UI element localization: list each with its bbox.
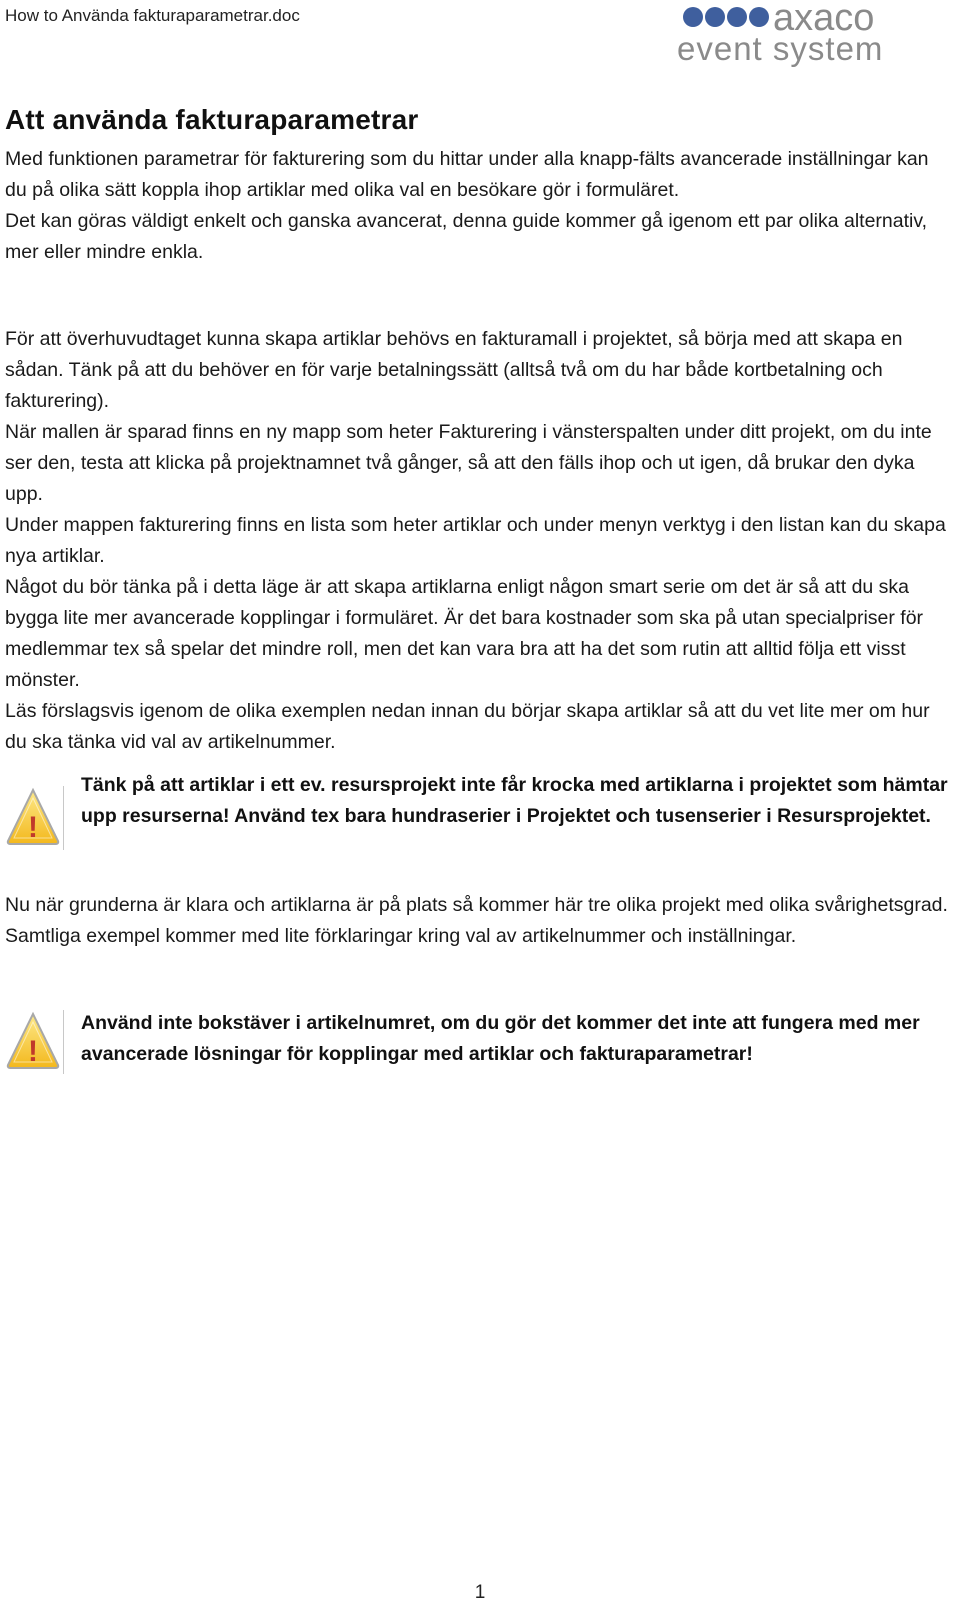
logo-brand-text: axaco (773, 0, 875, 39)
main-section (5, 324, 950, 758)
intro-section (5, 144, 950, 268)
warning-text: Använd inte bokstäver i artikelnumret, om du gör det kommer det inte att fungera med mer avancerade lösningar för kopplingar med artiklar och fakturaparametrar! (81, 1012, 920, 1065)
closing-section (5, 890, 950, 952)
svg-text:!: ! (28, 1035, 38, 1068)
body-paragraph: När mallen är sparad finns en ny mapp som heter Fakturering i vänsterspalten under ditt projekt, om du inte ser den, testa att klicka på projektnamnet två gånger, så att den fälls ihop och ut igen, då brukar den dyka upp. (5, 421, 932, 505)
intro-paragraph: Med funktionen parametrar för fakturering som du hittar under alla knapp-fälts avancerade inställningar kan du på olika sätt koppla ihop artiklar med olika val en besökare gör i formuläret. (5, 148, 929, 201)
logo-dots (683, 7, 769, 27)
body-paragraph: För att överhuvudtaget kunna skapa artiklar behövs en fakturamall i projektet, så börja med att skapa en sådan. Tänk på att du behöver en för varje betalningssätt (alltså två om du har både kortbetalning och fakturering). (5, 328, 903, 412)
warning-divider (63, 1010, 64, 1074)
warning-triangle-icon (5, 786, 61, 848)
page-title: Att använda fakturaparametrar (5, 104, 419, 135)
page-number: 1 (474, 1582, 486, 1603)
closing-paragraph: Nu när grunderna är klara och artiklarna är på plats så kommer här tre olika projekt med olika svårighetsgrad. Samtliga exempel kommer med lite förklaringar kring val av artikelnummer och inställningar. (5, 894, 948, 947)
document-filename: How to Använda fakturaparametrar.doc (5, 6, 300, 25)
warning-text: Tänk på att artiklar i ett ev. resursprojekt inte får krocka med artiklarna i projektet som hämtar upp resurserna! Använd tex bara hundraserier i Projektet och tusenserier i Resursprojektet. (81, 774, 948, 827)
logo-dot-2 (705, 7, 725, 27)
body-paragraph: Läs förslagsvis igenom de olika exemplen nedan innan du börjar skapa artiklar så att du vet lite mer om hur du ska tänka vid val av artikelnummer. (5, 700, 930, 753)
logo-dot-4 (749, 7, 769, 27)
logo-dot-1 (683, 7, 703, 27)
logo-dot-3 (727, 7, 747, 27)
warning-divider (63, 786, 64, 850)
body-paragraph: Något du bör tänka på i detta läge är att skapa artiklarna enligt någon smart serie om det är så att du ska bygga lite mer avancerade kopplingar i formuläret. Är det bara kostnader som ska på utan specialpriser för medlemmar tex så spelar det mindre roll, men det kan vara bra att ha det som rutin att alltid följa ett visst mönster. (5, 576, 924, 691)
body-paragraph: Under mappen fakturering finns en lista som heter artiklar och under menyn verktyg i den listan kan du skapa nya artiklar. (5, 514, 946, 567)
logo-sub-text: event system (677, 30, 884, 67)
warning-triangle-icon (5, 1010, 61, 1072)
intro-paragraph: Det kan göras väldigt enkelt och ganska avancerat, denna guide kommer gå igenom ett par olika alternativ, mer eller mindre enkla. (5, 210, 928, 263)
axaco-logo (677, 0, 960, 74)
svg-text:!: ! (28, 811, 38, 844)
